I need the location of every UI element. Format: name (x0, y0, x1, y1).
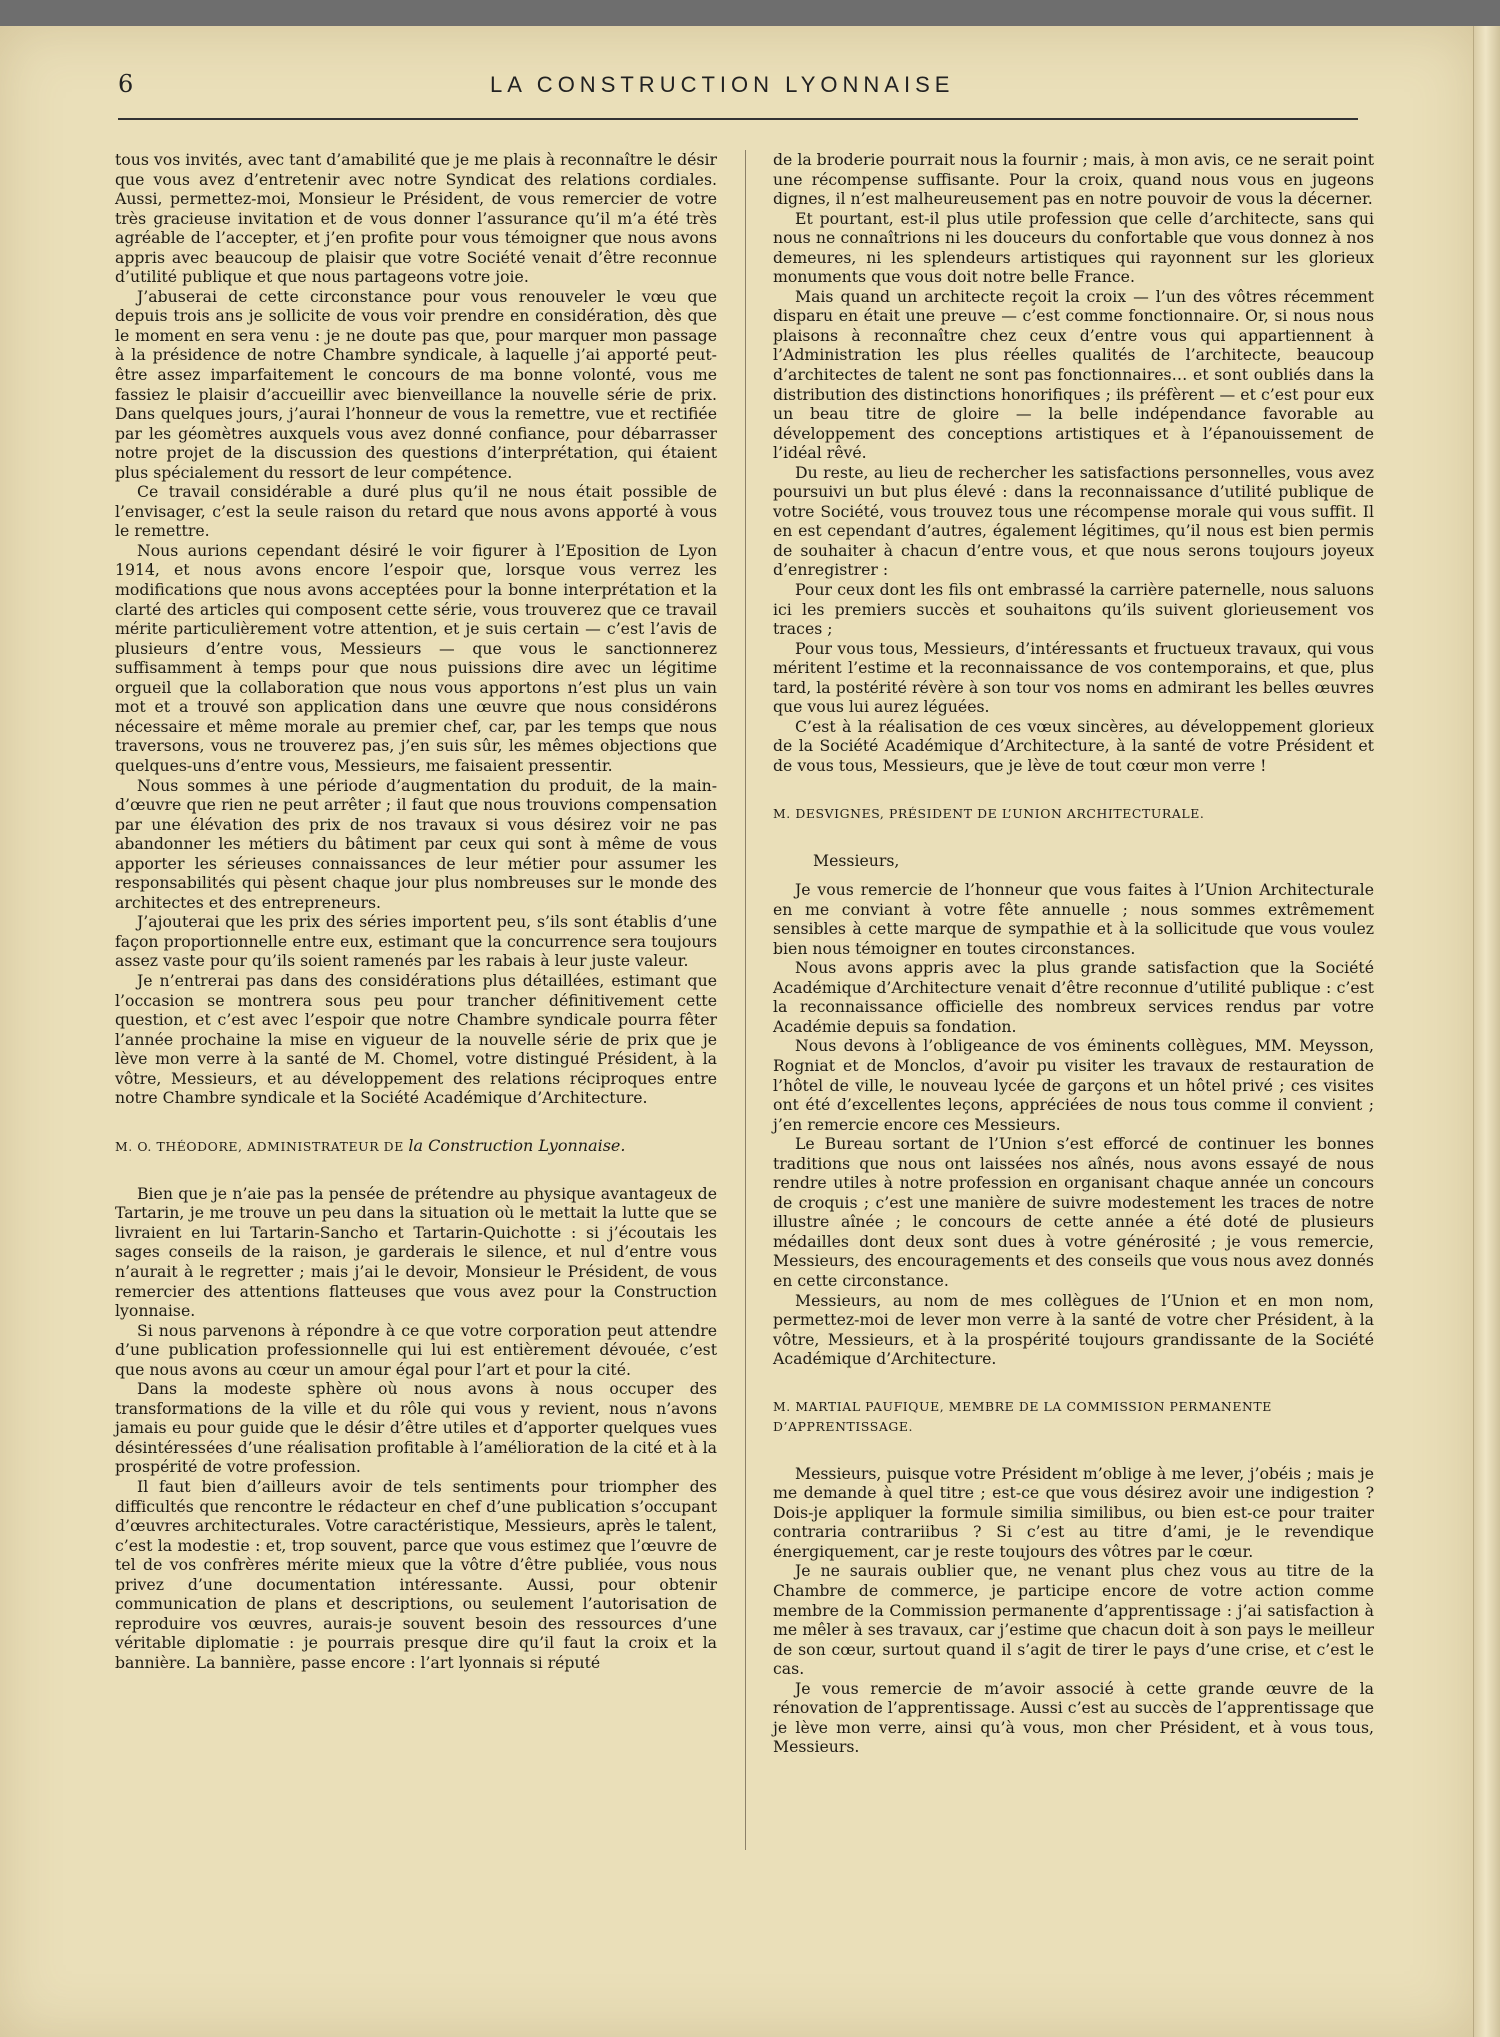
paragraph: Mais quand un architecte reçoit la croix — l’un des vôtres récemment disparu en était une preuve — c’est comme fonctionnaire. Or, si nous nous plaisons à reconnaître chez ceux d’entre vous qui appartiennent à l’Administration les plus réelles qualités de l’architecte, beaucoup d’architectes de talent ne sont pas fonctionnaires… et sont oubliés dans la distribution des distinctions honorifiques ; ils préfèrent — et c’est pour eux un beau titre de gloire — la belle indépendance favorable au développement des conceptions artistiques et à l’épanouissement de l’idéal rêvé. (773, 286, 1374, 463)
paragraph: Il faut bien d’ailleurs avoir de tels sentiments pour triompher des difficultés que rencontre le rédacteur en chef d’une publication s’occupant d’œuvres architecturales. Votre caractéristique, Messieurs, après le talent, c’est la modestie : et, trop souvent, parce que vous estimez que l’œuvre de tel de vos confrères mérite mieux que la vôtre d’être publiée, vous nous privez d’une documentation intéressante. Aussi, pour obtenir communication de plans et descriptions, ou seulement l’autorisation de reproduire vos œuvres, aurais-je souvent besoin des ressources d’une véritable diplomatie : je pourrais presque dire qu’il faut la croix et la bannière. La bannière, passe encore : l’art lyonnais si réputé (115, 1477, 717, 1672)
speaker-heading: M. MARTIAL PAUFIQUE, MEMBRE DE LA COMMISSION PERMANENTE D’APPRENTISSAGE. (773, 1398, 1272, 1434)
column-divider (745, 150, 746, 1850)
paragraph: Nous sommes à une période d’augmentation du produit, de la main-d’œuvre que rien ne peut arrêter ; il faut que nous trouvions compensation par une élévation des prix de nos travaux si vous désirez voir ne pas abandonner les métiers du bâtiment par ceux qui sont à même de vous apporter les sérieuses connaissances de leur métier pour assumer les responsabilités qui pèsent chaque jour plus nombreuses sur le monde des architectes et des entrepreneurs. (115, 775, 717, 912)
paragraph: Le Bureau sortant de l’Union s’est efforcé de continuer les bonnes traditions que nous ont laissées nos aînés, nous avons essayé de nous rendre utiles à notre profession en organisant chaque année un concours de croquis ; c’est une manière de suivre modestement les traces de notre illustre aînée ; le concours de cette année a été doté de plusieurs médailles dont deux sont dues à votre générosité ; je vous remercie, Messieurs, des encouragements et des conseils que vous nous avez donnés en cette circonstance. (773, 1134, 1374, 1290)
paragraph: Nous aurions cependant désiré le voir figurer à l’Eposition de Lyon 1914, et nous avons encore l’espoir que, lorsque vous verrez les modifications que nous avons acceptées pour la bonne interprétation et la clarté des articles qui composent cette série, vous trouverez que ce travail mérite particulièrement votre attention, et je suis certain — c’est l’avis de plusieurs d’entre vous, Messieurs — que vous le sanctionnerez suffisamment à temps pour que nous puissions dire avec un légitime orgueil que la collaboration que nous vous apportons n’est plus un vain mot et a trouvé son application dans une œuvre que nous considérons nécessaire et même morale au premier chef, car, par les temps que nous traversons, vous ne trouverez pas, j’en suis sûr, les mêmes objections que quelques-uns d’entre vous, Messieurs, me faisaient pressentir. (115, 540, 717, 775)
paragraph: Je vous remercie de l’honneur que vous faites à l’Union Architecturale en me conviant à votre fête annuelle ; nous sommes extrêmement sensibles à cette marque de sympathie et à la sollicitude que vous voulez bien nous témoigner en toutes circonstances. (773, 880, 1374, 958)
paragraph: Et pourtant, est-il plus utile profession que celle d’architecte, sans qui nous ne connaîtrions ni les douceurs du confortable que vous donnez à nos demeures, ni les splendeurs artistiques qui rayonnent sur les glorieux monuments que vous doit notre belle France. (773, 208, 1374, 287)
header-rule (118, 118, 1358, 120)
page-binding-edge (1473, 26, 1500, 2037)
paragraph: Bien que je n’aie pas la pensée de prétendre au physique avantageux de Tartarin, je me trouve un peu dans la situation où le mettait la lutte que se livraient en lui Tartarin-Sancho et Tartarin-Quichotte : si j’écoutais les sages conseils de la raison, je garderais le silence, et nul d’entre vous n’aurait à le regretter ; mais j’ai le devoir, Monsieur le Président, de vous remercier des attentions flatteuses que vous avez pour la Construction lyonnaise. (115, 1183, 717, 1321)
paragraph: Pour vous tous, Messieurs, d’intéressants et fructueux travaux, qui vous méritent l’estime et la reconnaissance de vos contemporains, et que, plus tard, la postérité révère à son tour vos noms en admirant les belles œuvres que vous lui aurez léguées. (773, 638, 1374, 717)
paragraph: Nous avons appris avec la plus grande satisfaction que la Société Académique d’Architecture venait d’être reconnue d’utilité publique : c’est la reconnaissance officielle des nombreux services rendus par votre Académie depuis sa fondation. (773, 958, 1374, 1036)
paragraph: J’ajouterai que les prix des séries importent peu, s’ils sont établis d’une façon proportionnelle entre eux, estimant que la concurrence sera toujours assez vaste pour qu’ils soient ramenés par les rabais à leur juste valeur. (115, 912, 717, 971)
paragraph: Messieurs, puisque votre Président m’oblige à me lever, j’obéis ; mais je me demande à quel titre ; est-ce que vous désirez avoir une indigestion ? Dois-je appliquer la formule similia similibus, ou bien est-ce pour traiter contraria contrariibus ? Si c’est au titre d’ami, je le revendique énergiquement, car je reste toujours des vôtres par le cœur. (773, 1463, 1374, 1561)
journal-title: LA CONSTRUCTION LYONNAISE (490, 72, 955, 97)
paragraph: J’abuserai de cette circonstance pour vous renouveler le vœu que depuis trois ans je sollicite de vous voir prendre en considération, dès que le moment en sera venu : je ne doute pas que, pour marquer mon passage à la présidence de notre Chambre syndicale, à laquelle j’ai apporté peut-être assez imparfaitement le concours de ma bonne volonté, vous me fassiez le plaisir d’accueillir avec bienveillance la nouvelle série de prix. Dans quelques jours, j’aurai l’honneur de vous la remettre, vue et rectifiée par les géomètres auxquels vous avez donné confiance, pour débarrasser notre projet de la discussion des questions d’interprétation, qui étaient plus spécialement du ressort de leur compétence. (115, 286, 717, 482)
paragraph: de la broderie pourrait nous la fournir ; mais, à mon avis, ce ne serait point une récompense suffisante. Pour la croix, quand nous vous en jugeons dignes, il n’est malheureusement pas en notre pouvoir de vous la décerner. (773, 150, 1374, 209)
paragraph: Pour ceux dont les fils ont embrassé la carrière paternelle, nous saluons ici les premiers succès et souhaitons qu’ils suivent glorieusement vos traces ; (773, 580, 1374, 639)
paragraph: Si nous parvenons à répondre à ce que votre corporation peut attendre d’une publication professionnelle qui lui est entièrement dévouée, c’est que nous avons au cœur un amour égal pour l’art et pour la cité. (115, 1320, 717, 1379)
paragraph: Nous devons à l’obligeance de vos éminents collègues, MM. Meysson, Rogniat et de Monclos, d’avoir pu visiter les travaux de restauration de l’hôtel de ville, le nouveau lycée de garçons et un hôtel privé ; ces visites ont été d’excellentes leçons, appréciées de nous tous comme il convient ; j’en remercie encore ces Messieurs. (773, 1036, 1374, 1134)
paragraph: Je n’entrerai pas dans des considérations plus détaillées, estimant que l’occasion se montrera sous peu pour trancher définitivement cette question, et c’est avec l’espoir que notre Chambre syndicale pourra fêter l’année prochaine la mise en vigueur de la nouvelle série de prix que je lève mon verre à la santé de M. Chomel, votre distingué Président, à la vôtre, Messieurs, et au développement des relations réciproques entre notre Chambre syndicale et la Société Académique d’Architecture. (115, 970, 717, 1108)
page-number: 6 (118, 70, 134, 98)
paragraph: Je ne saurais oublier que, ne venant plus chez vous au titre de la Chambre de commerce, je participe encore de votre action comme membre de la Commission permanente d’apprentissage : j’ai satisfaction à me mêler à ses travaux, car j’estime que chacun doit à son pays le meilleur de son cœur, surtout quand il s’agit de tirer le pays d’une crise, et c’est le cas. (773, 1561, 1374, 1679)
speaker-heading: M. DESVIGNES, PRÉSIDENT DE L’UNION ARCHITECTURALE. (773, 805, 1205, 821)
paragraph: tous vos invités, avec tant d’amabilité que je me plais à reconnaître le désir que vous avez d’entretenir avec notre Syndicat des relations cordiales. Aussi, permettez-moi, Monsieur le Président, de vous remercier de votre très gracieuse invitation et de vous donner l’assurance qu’il m’a été très agréable de l’accepter, et j’en profite pour vous témoigner que nous avons appris avec beaucoup de plaisir que votre Société venait d’être reconnue d’utilité publique et que nous partageons votre joie. (115, 150, 717, 287)
page-header (0, 50, 1476, 98)
paragraph: Dans la modeste sphère où nous avons à nous occuper des transformations de la ville et du rôle qui vous y revient, nous n’avons jamais eu pour guide que le désir d’être utiles et d’apporter quelques vues désintéressées d’une réalisation profitable à l’amélioration de la cité et à la prospérité de votre profession. (115, 1379, 717, 1477)
speaker-heading (115, 1136, 717, 1157)
paragraph: Je vous remercie de m’avoir associé à cette grande œuvre de la rénovation de l’apprentissage. Aussi c’est au succès de l’apprentissage que je lève mon verre, ainsi qu’à vous, mon cher Président, et à vous tous, Messieurs. (773, 1678, 1374, 1757)
paragraph: C’est à la réalisation de ces vœux sincères, au développement glorieux de la Société Académique d’Architecture, à la santé de votre Président et de vous tous, Messieurs, que je lève de tout cœur mon verre ! (773, 716, 1374, 775)
paragraph: Du reste, au lieu de rechercher les satisfactions personnelles, vous avez poursuivi un but plus élevé : dans la reconnaissance d’utilité publique de votre Société, vous trouvez tous une récompense morale qui vous suffit. Il en est cependant d’autres, également légitimes, qu’il nous est bien permis de souhaiter à chacun d’entre vous, et que nous serons toujours joyeux d’enregistrer : (773, 462, 1374, 580)
left-column (115, 150, 717, 1672)
right-column (773, 150, 1374, 1757)
paragraph: Ce travail considérable a duré plus qu’il ne nous était possible de l’envisager, c’est la seule raison du retard que nous avons apporté à vous le remettre. (115, 482, 717, 541)
publication-name: la Construction Lyonnaise. (408, 1135, 626, 1155)
salutation: Messieurs, (813, 850, 900, 870)
paragraph: Messieurs, au nom de mes collègues de l’Union et en mon nom, permettez-moi de lever mon verre à la santé de votre cher Président, à la vôtre, Messieurs, et à la prospérité toujours grandissante de la Société Académique d’Architecture. (773, 1290, 1374, 1369)
speaker-name: M. O. THÉODORE, ADMINISTRATEUR DE (115, 1138, 404, 1154)
